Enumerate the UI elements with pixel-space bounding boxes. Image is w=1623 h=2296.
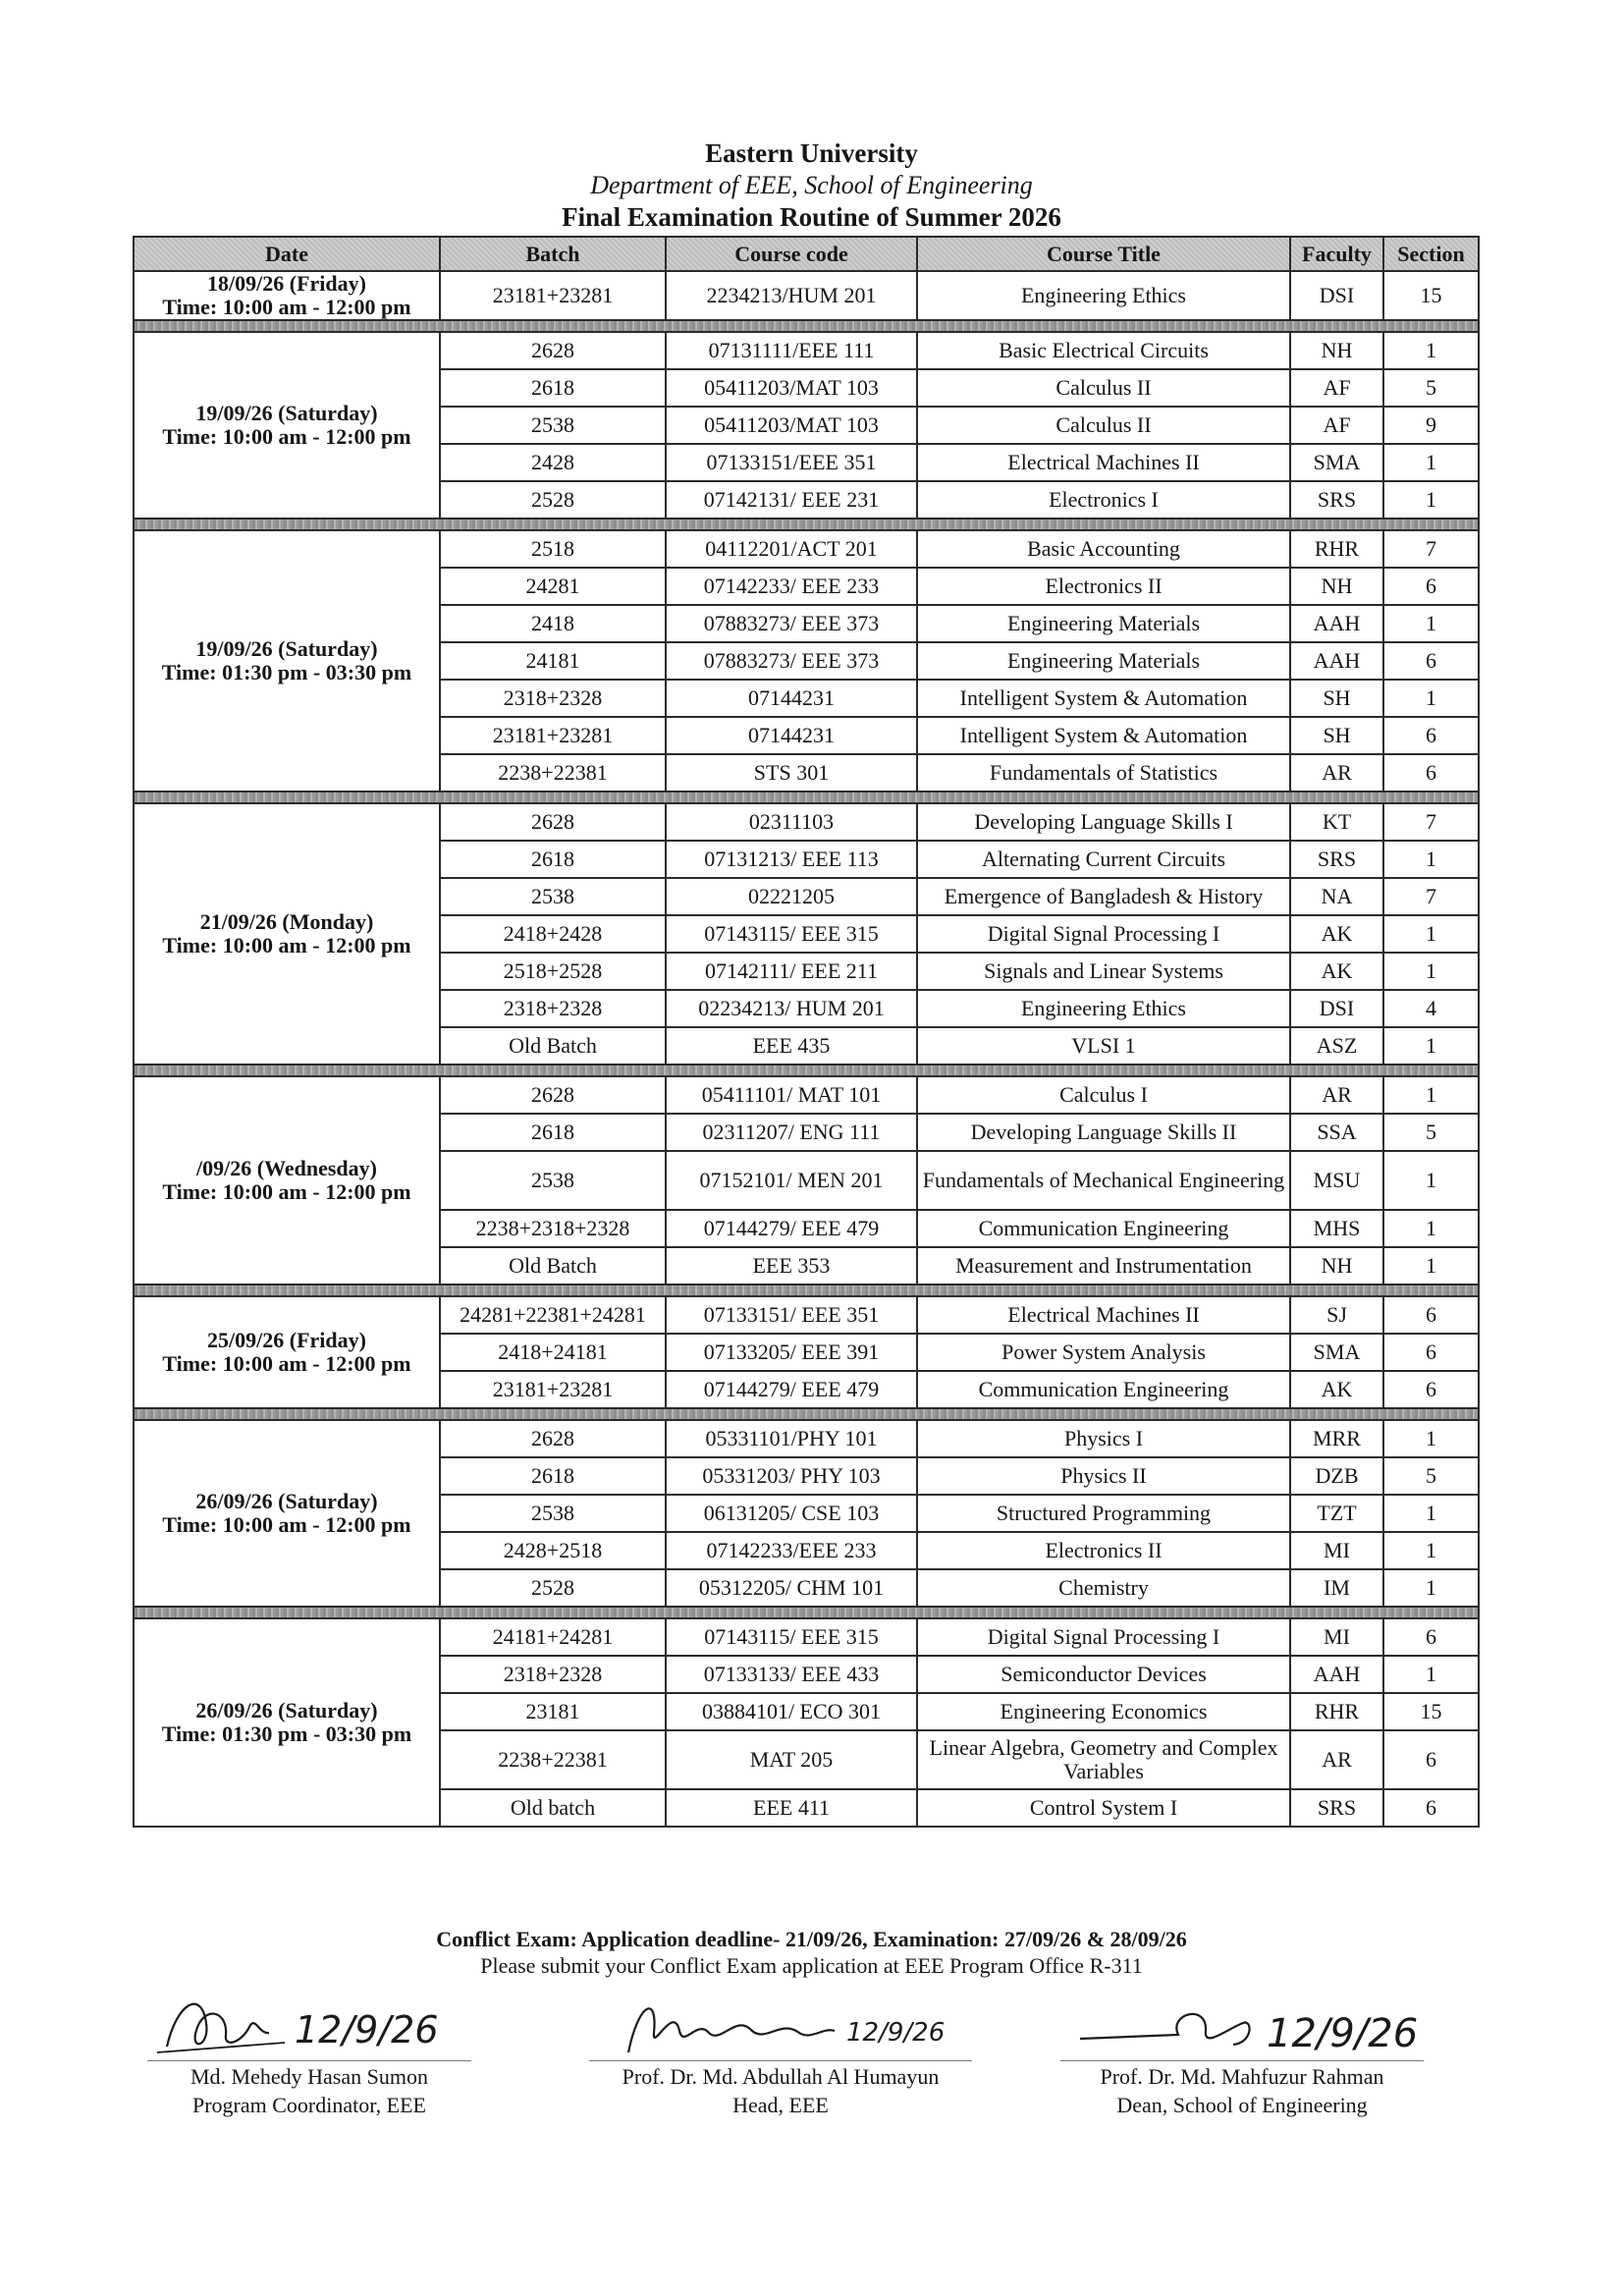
course-code-cell: 07142233/ EEE 233 xyxy=(666,568,917,605)
course-code-cell: 07142111/ EEE 211 xyxy=(666,953,917,990)
table-header-row xyxy=(134,237,1479,271)
signature-date: 12/9/26 xyxy=(1267,2011,1419,2056)
course-code-cell: 05411203/MAT 103 xyxy=(666,369,917,407)
signature-line xyxy=(147,2060,471,2061)
handwritten-signature xyxy=(589,1984,972,2060)
slot-separator xyxy=(134,519,1479,530)
signatory-name: Prof. Dr. Md. Abdullah Al Humayun xyxy=(622,2064,940,2089)
faculty-cell: AF xyxy=(1290,407,1383,444)
batch-cell: 2538 xyxy=(440,1151,666,1210)
faculty-cell: IM xyxy=(1290,1569,1383,1607)
course-title-cell: Digital Signal Processing I xyxy=(917,915,1290,953)
section-cell: 5 xyxy=(1383,1457,1479,1495)
batch-cell: 2618 xyxy=(440,369,666,407)
faculty-cell: SMA xyxy=(1290,1334,1383,1371)
course-title-cell: Intelligent System & Automation xyxy=(917,717,1290,754)
faculty-cell: AK xyxy=(1290,953,1383,990)
faculty-cell: SH xyxy=(1290,717,1383,754)
table-row xyxy=(134,332,1479,369)
exam-time: Time: 10:00 am - 12:00 pm xyxy=(162,933,411,958)
batch-cell: 24181 xyxy=(440,642,666,680)
course-title-cell: Electrical Machines II xyxy=(917,1296,1290,1334)
course-title-cell: Electronics I xyxy=(917,481,1290,519)
course-title-cell: Semiconductor Devices xyxy=(917,1656,1290,1693)
course-code-cell: 07883273/ EEE 373 xyxy=(666,642,917,680)
course-code-cell: EEE 411 xyxy=(666,1789,917,1827)
section-cell: 1 xyxy=(1383,1532,1479,1569)
section-cell: 9 xyxy=(1383,407,1479,444)
exam-date: 26/09/26 (Saturday) xyxy=(195,1698,378,1723)
course-code-cell: 04112201/ACT 201 xyxy=(666,530,917,568)
course-code-cell: STS 301 xyxy=(666,754,917,792)
batch-cell: 2528 xyxy=(440,481,666,519)
course-title-cell: Basic Accounting xyxy=(917,530,1290,568)
batch-cell: 2418 xyxy=(440,605,666,642)
section-cell: 1 xyxy=(1383,680,1479,717)
faculty-cell: AR xyxy=(1290,1730,1383,1789)
batch-cell: 23181 xyxy=(440,1693,666,1730)
exam-slot-cell xyxy=(134,1296,440,1408)
batch-cell: 2428 xyxy=(440,444,666,481)
batch-cell: Old Batch xyxy=(440,1247,666,1285)
course-title-cell: Developing Language Skills I xyxy=(917,803,1290,841)
signature-block-dean xyxy=(1060,1984,1424,2119)
batch-cell: 2538 xyxy=(440,407,666,444)
slot-separator xyxy=(134,1285,1479,1296)
exam-time: Time: 10:00 am - 12:00 pm xyxy=(162,1179,411,1205)
course-code-cell: 07144231 xyxy=(666,680,917,717)
slot-separator xyxy=(134,1607,1479,1618)
batch-cell: 23181+23281 xyxy=(440,717,666,754)
batch-cell: 2628 xyxy=(440,803,666,841)
course-code-cell: 07142131/ EEE 231 xyxy=(666,481,917,519)
course-code-cell: 05411203/MAT 103 xyxy=(666,407,917,444)
batch-cell: Old Batch xyxy=(440,1027,666,1065)
section-cell: 1 xyxy=(1383,481,1479,519)
course-code-cell: 07143115/ EEE 315 xyxy=(666,915,917,953)
handwritten-signature xyxy=(147,1984,471,2060)
signature-date: 12/9/26 xyxy=(846,2018,946,2048)
signature-block-head xyxy=(589,1984,972,2119)
section-cell: 6 xyxy=(1383,1618,1479,1656)
signature-line xyxy=(589,2060,972,2061)
signature-block-coordinator xyxy=(147,1984,471,2119)
separator-bar xyxy=(134,320,1479,332)
table-row xyxy=(134,803,1479,841)
course-code-cell: 02311207/ ENG 111 xyxy=(666,1114,917,1151)
course-code-cell: 07131111/EEE 111 xyxy=(666,332,917,369)
course-title-cell: Alternating Current Circuits xyxy=(917,841,1290,878)
batch-cell: 2418+24181 xyxy=(440,1334,666,1371)
course-code-cell: 06131205/ CSE 103 xyxy=(666,1495,917,1532)
faculty-cell: SH xyxy=(1290,680,1383,717)
section-cell: 1 xyxy=(1383,605,1479,642)
course-code-cell: 07133133/ EEE 433 xyxy=(666,1656,917,1693)
section-cell: 1 xyxy=(1383,1569,1479,1607)
separator-bar xyxy=(134,792,1479,803)
course-title-cell: Physics II xyxy=(917,1457,1290,1495)
section-cell: 1 xyxy=(1383,1151,1479,1210)
exam-date: 26/09/26 (Saturday) xyxy=(195,1489,378,1514)
batch-cell: 2518+2528 xyxy=(440,953,666,990)
batch-cell: 2538 xyxy=(440,878,666,915)
batch-cell: 2238+22381 xyxy=(440,754,666,792)
page-header xyxy=(0,137,1623,234)
course-code-cell: 07142233/EEE 233 xyxy=(666,1532,917,1569)
section-cell: 4 xyxy=(1383,990,1479,1027)
course-title-cell: Electronics II xyxy=(917,568,1290,605)
separator-bar xyxy=(134,1408,1479,1420)
signatory-role: Head, EEE xyxy=(732,2092,829,2117)
column-header-faculty: Faculty xyxy=(1290,237,1383,271)
exam-time: Time: 10:00 am - 12:00 pm xyxy=(162,424,411,450)
batch-cell: 23181+23281 xyxy=(440,1371,666,1408)
section-cell: 15 xyxy=(1383,1693,1479,1730)
course-title-cell: Fundamentals of Statistics xyxy=(917,754,1290,792)
column-header-course-code: Course code xyxy=(666,237,917,271)
course-title-cell: Digital Signal Processing I xyxy=(917,1618,1290,1656)
section-cell: 1 xyxy=(1383,915,1479,953)
faculty-cell: DSI xyxy=(1290,990,1383,1027)
course-title-cell: Power System Analysis xyxy=(917,1334,1290,1371)
course-code-cell: 07143115/ EEE 315 xyxy=(666,1618,917,1656)
course-code-cell: EEE 435 xyxy=(666,1027,917,1065)
exam-slot-cell xyxy=(134,1076,440,1285)
table-row xyxy=(134,1296,1479,1334)
course-title-cell: Measurement and Instrumentation xyxy=(917,1247,1290,1285)
course-title-cell: Engineering Economics xyxy=(917,1693,1290,1730)
course-title-cell: Control System I xyxy=(917,1789,1290,1827)
batch-cell: 2528 xyxy=(440,1569,666,1607)
department-name: Department of EEE, School of Engineering xyxy=(590,170,1033,199)
section-cell: 1 xyxy=(1383,1247,1479,1285)
course-title-cell: Engineering Materials xyxy=(917,642,1290,680)
section-cell: 5 xyxy=(1383,1114,1479,1151)
section-cell: 5 xyxy=(1383,369,1479,407)
course-code-cell: MAT 205 xyxy=(666,1730,917,1789)
table-row xyxy=(134,271,1479,320)
exam-slot-cell xyxy=(134,1420,440,1607)
course-title-cell: Developing Language Skills II xyxy=(917,1114,1290,1151)
course-code-cell: 07133151/EEE 351 xyxy=(666,444,917,481)
section-cell: 1 xyxy=(1383,444,1479,481)
course-title-cell: VLSI 1 xyxy=(917,1027,1290,1065)
course-code-cell: 07883273/ EEE 373 xyxy=(666,605,917,642)
section-cell: 6 xyxy=(1383,1334,1479,1371)
faculty-cell: AR xyxy=(1290,1076,1383,1114)
course-code-cell: 02221205 xyxy=(666,878,917,915)
signatory-name: Md. Mehedy Hasan Sumon xyxy=(190,2064,428,2089)
faculty-cell: MHS xyxy=(1290,1210,1383,1247)
course-code-cell: 07144279/ EEE 479 xyxy=(666,1210,917,1247)
batch-cell: 2618 xyxy=(440,1114,666,1151)
exam-slot-cell xyxy=(134,271,440,320)
table-row xyxy=(134,1618,1479,1656)
routine-body xyxy=(134,271,1479,1827)
exam-date: 19/09/26 (Saturday) xyxy=(195,401,378,426)
signature-date: 12/9/26 xyxy=(295,2008,439,2051)
signatory-name: Prof. Dr. Md. Mahfuzur Rahman xyxy=(1100,2064,1384,2089)
separator-bar xyxy=(134,1285,1479,1296)
exam-slot-cell xyxy=(134,332,440,519)
course-title-cell: Intelligent System & Automation xyxy=(917,680,1290,717)
course-title-cell: Fundamentals of Mechanical Engineering xyxy=(917,1151,1290,1210)
course-title-cell: Communication Engineering xyxy=(917,1210,1290,1247)
course-code-cell: 07152101/ MEN 201 xyxy=(666,1151,917,1210)
slot-separator xyxy=(134,792,1479,803)
faculty-cell: RHR xyxy=(1290,530,1383,568)
section-cell: 1 xyxy=(1383,1210,1479,1247)
exam-date: /09/26 (Wednesday) xyxy=(196,1156,377,1181)
course-code-cell: 07133205/ EEE 391 xyxy=(666,1334,917,1371)
exam-time: Time: 01:30 pm - 03:30 pm xyxy=(161,660,412,685)
course-code-cell: 05312205/ CHM 101 xyxy=(666,1569,917,1607)
batch-cell: 2318+2328 xyxy=(440,990,666,1027)
course-title-cell: Linear Algebra, Geometry and Complex Variables xyxy=(917,1730,1290,1789)
course-code-cell: 2234213/HUM 201 xyxy=(666,271,917,320)
section-cell: 6 xyxy=(1383,754,1479,792)
course-title-cell: Engineering Ethics xyxy=(917,990,1290,1027)
exam-slot-cell xyxy=(134,530,440,792)
course-code-cell: 07144231 xyxy=(666,717,917,754)
course-title-cell: Engineering Materials xyxy=(917,605,1290,642)
column-header-date: Date xyxy=(134,237,440,271)
batch-cell: 2318+2328 xyxy=(440,1656,666,1693)
exam-date: 18/09/26 (Friday) xyxy=(207,271,366,296)
submission-note: Please submit your Conflict Exam application at EEE Program Office R-311 xyxy=(480,1952,1143,1978)
faculty-cell: SMA xyxy=(1290,444,1383,481)
signatory-role: Dean, School of Engineering xyxy=(1116,2092,1368,2117)
batch-cell: 2418+2428 xyxy=(440,915,666,953)
course-code-cell: 05331203/ PHY 103 xyxy=(666,1457,917,1495)
faculty-cell: TZT xyxy=(1290,1495,1383,1532)
section-cell: 6 xyxy=(1383,568,1479,605)
course-code-cell: 02311103 xyxy=(666,803,917,841)
batch-cell: 2628 xyxy=(440,1420,666,1457)
slot-separator xyxy=(134,1065,1479,1076)
batch-cell: 2238+2318+2328 xyxy=(440,1210,666,1247)
exam-routine-table xyxy=(133,236,1480,1828)
faculty-cell: MI xyxy=(1290,1618,1383,1656)
section-cell: 6 xyxy=(1383,717,1479,754)
faculty-cell: MSU xyxy=(1290,1151,1383,1210)
exam-slot-cell xyxy=(134,1618,440,1827)
batch-cell: 2628 xyxy=(440,332,666,369)
course-code-cell: 02234213/ HUM 201 xyxy=(666,990,917,1027)
conflict-exam-note: Conflict Exam: Application deadline- 21/09/26, Examination: 27/09/26 & 28/09/26 xyxy=(436,1927,1187,1951)
faculty-cell: ASZ xyxy=(1290,1027,1383,1065)
course-title-cell: Emergence of Bangladesh & History xyxy=(917,878,1290,915)
faculty-cell: NH xyxy=(1290,332,1383,369)
section-cell: 6 xyxy=(1383,1730,1479,1789)
section-cell: 6 xyxy=(1383,642,1479,680)
course-title-cell: Signals and Linear Systems xyxy=(917,953,1290,990)
section-cell: 15 xyxy=(1383,271,1479,320)
faculty-cell: MI xyxy=(1290,1532,1383,1569)
faculty-cell: SRS xyxy=(1290,1789,1383,1827)
batch-cell: Old batch xyxy=(440,1789,666,1827)
column-header-section: Section xyxy=(1383,237,1479,271)
section-cell: 7 xyxy=(1383,878,1479,915)
column-header-course-title: Course Title xyxy=(917,237,1290,271)
faculty-cell: AK xyxy=(1290,915,1383,953)
section-cell: 1 xyxy=(1383,332,1479,369)
faculty-cell: MRR xyxy=(1290,1420,1383,1457)
separator-bar xyxy=(134,519,1479,530)
faculty-cell: NH xyxy=(1290,1247,1383,1285)
faculty-cell: AK xyxy=(1290,1371,1383,1408)
table-row xyxy=(134,530,1479,568)
faculty-cell: SSA xyxy=(1290,1114,1383,1151)
batch-cell: 24281 xyxy=(440,568,666,605)
signature-line xyxy=(1060,2060,1424,2061)
exam-time: Time: 10:00 am - 12:00 pm xyxy=(162,295,411,320)
section-cell: 1 xyxy=(1383,1656,1479,1693)
faculty-cell: RHR xyxy=(1290,1693,1383,1730)
course-code-cell: 05411101/ MAT 101 xyxy=(666,1076,917,1114)
batch-cell: 24181+24281 xyxy=(440,1618,666,1656)
table-row xyxy=(134,1076,1479,1114)
university-name: Eastern University xyxy=(705,138,918,168)
batch-cell: 2618 xyxy=(440,841,666,878)
section-cell: 7 xyxy=(1383,530,1479,568)
notes-block xyxy=(0,1927,1623,1980)
faculty-cell: AAH xyxy=(1290,605,1383,642)
separator-bar xyxy=(134,1065,1479,1076)
batch-cell: 2518 xyxy=(440,530,666,568)
course-title-cell: Chemistry xyxy=(917,1569,1290,1607)
exam-date: 19/09/26 (Saturday) xyxy=(195,636,378,662)
course-title-cell: Calculus I xyxy=(917,1076,1290,1114)
routine-title: Final Examination Routine of Summer 2026 xyxy=(562,201,1061,232)
batch-cell: 2628 xyxy=(440,1076,666,1114)
handwritten-signature xyxy=(1060,1984,1424,2060)
section-cell: 1 xyxy=(1383,1495,1479,1532)
faculty-cell: SJ xyxy=(1290,1296,1383,1334)
batch-cell: 2318+2328 xyxy=(440,680,666,717)
section-cell: 1 xyxy=(1383,1027,1479,1065)
course-title-cell: Communication Engineering xyxy=(917,1371,1290,1408)
exam-date: 21/09/26 (Monday) xyxy=(199,909,374,935)
section-cell: 6 xyxy=(1383,1296,1479,1334)
faculty-cell: SRS xyxy=(1290,481,1383,519)
section-cell: 1 xyxy=(1383,1076,1479,1114)
batch-cell: 2428+2518 xyxy=(440,1532,666,1569)
course-code-cell: 07131213/ EEE 113 xyxy=(666,841,917,878)
faculty-cell: AAH xyxy=(1290,642,1383,680)
faculty-cell: NH xyxy=(1290,568,1383,605)
slot-separator xyxy=(134,1408,1479,1420)
column-header-batch: Batch xyxy=(440,237,666,271)
course-title-cell: Calculus II xyxy=(917,369,1290,407)
batch-cell: 2238+22381 xyxy=(440,1730,666,1789)
course-code-cell: 05331101/PHY 101 xyxy=(666,1420,917,1457)
course-code-cell: EEE 353 xyxy=(666,1247,917,1285)
exam-slot-cell xyxy=(134,803,440,1065)
separator-bar xyxy=(134,1607,1479,1618)
exam-time: Time: 10:00 am - 12:00 pm xyxy=(162,1512,411,1538)
batch-cell: 23181+23281 xyxy=(440,271,666,320)
faculty-cell: KT xyxy=(1290,803,1383,841)
section-cell: 1 xyxy=(1383,1420,1479,1457)
course-title-cell: Structured Programming xyxy=(917,1495,1290,1532)
batch-cell: 2538 xyxy=(440,1495,666,1532)
course-title-cell: Physics I xyxy=(917,1420,1290,1457)
table-row xyxy=(134,1420,1479,1457)
course-code-cell: 07133151/ EEE 351 xyxy=(666,1296,917,1334)
faculty-cell: AR xyxy=(1290,754,1383,792)
course-title-cell: Electrical Machines II xyxy=(917,444,1290,481)
section-cell: 6 xyxy=(1383,1371,1479,1408)
slot-separator xyxy=(134,320,1479,332)
course-title-cell: Electronics II xyxy=(917,1532,1290,1569)
course-code-cell: 03884101/ ECO 301 xyxy=(666,1693,917,1730)
faculty-cell: AF xyxy=(1290,369,1383,407)
signatory-role: Program Coordinator, EEE xyxy=(191,2092,426,2117)
section-cell: 1 xyxy=(1383,953,1479,990)
faculty-cell: DSI xyxy=(1290,271,1383,320)
section-cell: 7 xyxy=(1383,803,1479,841)
course-title-cell: Engineering Ethics xyxy=(917,271,1290,320)
exam-date: 25/09/26 (Friday) xyxy=(207,1328,366,1353)
batch-cell: 24281+22381+24281 xyxy=(440,1296,666,1334)
exam-time: Time: 10:00 am - 12:00 pm xyxy=(162,1351,411,1377)
section-cell: 1 xyxy=(1383,841,1479,878)
course-title-cell: Basic Electrical Circuits xyxy=(917,332,1290,369)
course-title-cell: Calculus II xyxy=(917,407,1290,444)
exam-time: Time: 01:30 pm - 03:30 pm xyxy=(161,1722,412,1747)
faculty-cell: DZB xyxy=(1290,1457,1383,1495)
faculty-cell: NA xyxy=(1290,878,1383,915)
faculty-cell: AAH xyxy=(1290,1656,1383,1693)
section-cell: 6 xyxy=(1383,1789,1479,1827)
faculty-cell: SRS xyxy=(1290,841,1383,878)
course-code-cell: 07144279/ EEE 479 xyxy=(666,1371,917,1408)
batch-cell: 2618 xyxy=(440,1457,666,1495)
